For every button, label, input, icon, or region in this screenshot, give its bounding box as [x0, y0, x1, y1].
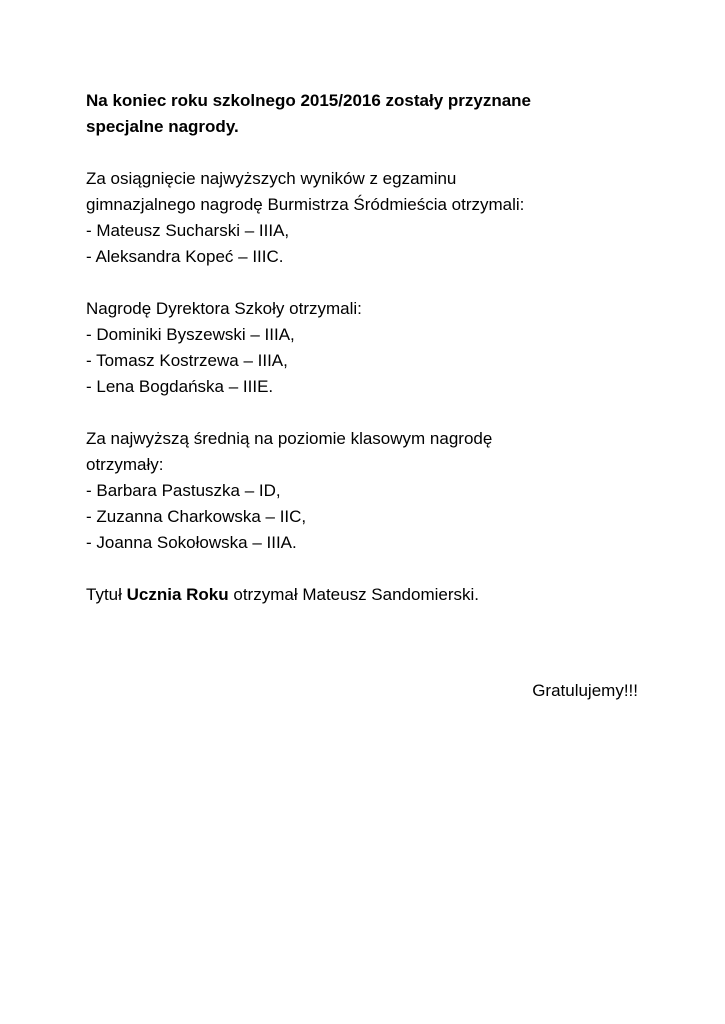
list-item: - Dominiki Byszewski – IIIA, [86, 325, 295, 344]
list-item: - Lena Bogdańska – IIIE. [86, 377, 274, 396]
section-exam-intro-line-1: Za osiągnięcie najwyższych wyników z egzaminu [86, 169, 457, 188]
section-director-intro: Nagrodę Dyrektora Szkoły otrzymali: [86, 299, 362, 318]
list-item: - Aleksandra Kopeć – IIIC. [86, 247, 284, 266]
spacer [86, 270, 646, 296]
spacer [86, 400, 646, 426]
student-of-year-prefix: Tytuł [86, 585, 127, 604]
section-exam-awards [86, 166, 646, 270]
signoff: Gratulujemy!!! [532, 681, 638, 700]
spacer [86, 556, 646, 582]
list-item: - Mateusz Sucharski – IIIA, [86, 221, 290, 240]
list-item: - Tomasz Kostrzewa – IIIA, [86, 351, 288, 370]
list-item: - Joanna Sokołowska – IIIA. [86, 533, 297, 552]
student-of-year [86, 582, 646, 608]
section-exam-intro-line-2: gimnazjalnego nagrodę Burmistrza Śródmieścia otrzymali: [86, 195, 525, 214]
student-of-year-title: Ucznia Roku [126, 585, 229, 604]
heading [86, 88, 646, 140]
heading-line-1: Na koniec roku szkolnego 2015/2016 zostały przyznane [86, 91, 532, 110]
student-of-year-line [86, 582, 646, 608]
list-item: - Zuzanna Charkowska – IIC, [86, 507, 307, 526]
section-average-intro-line-1: Za najwyższą średnią na poziomie klasowym nagrodę [86, 429, 493, 448]
heading-line-2: specjalne nagrody. [86, 117, 239, 136]
section-average-awards [86, 426, 646, 556]
section-average-intro-line-2: otrzymały: [86, 455, 164, 474]
list-item: - Barbara Pastuszka – ID, [86, 481, 281, 500]
document-body [86, 88, 646, 608]
section-director-awards [86, 296, 646, 400]
spacer [86, 140, 646, 166]
student-of-year-suffix: otrzymał Mateusz Sandomierski. [228, 585, 480, 604]
